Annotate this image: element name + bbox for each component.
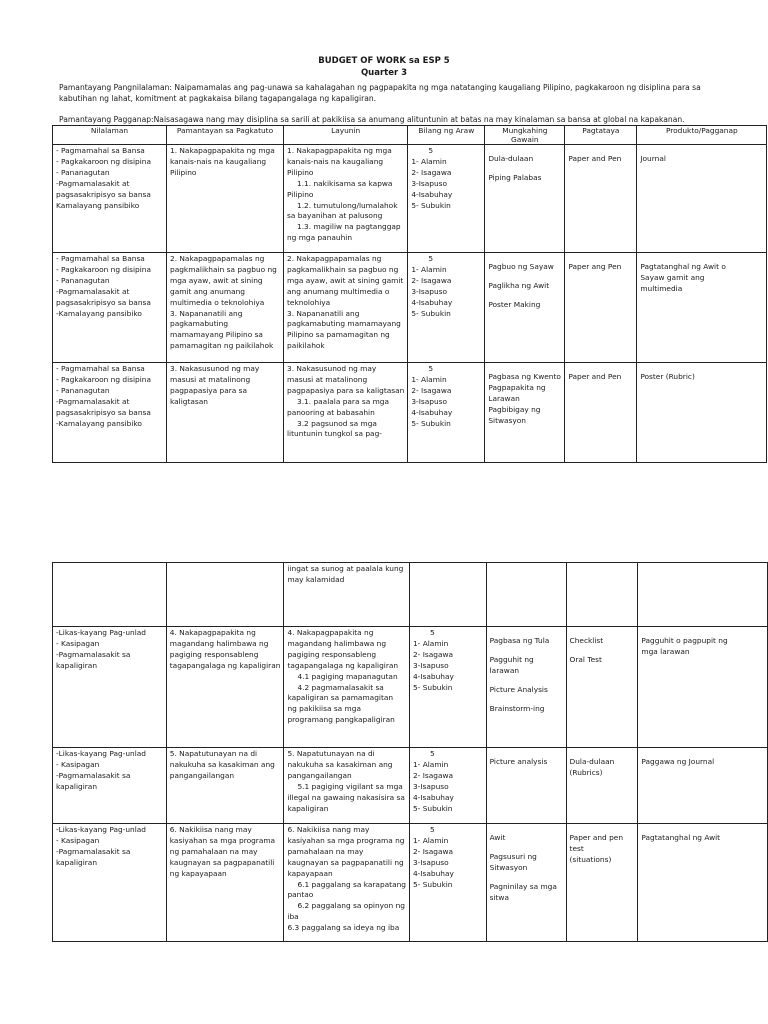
cell-line [568,364,633,372]
cell-line: panooring at babasahin [287,407,375,417]
cell-line: magandang halimbawa ng [287,638,387,648]
cell-line [490,647,563,655]
cell-line: 5 [428,146,434,155]
cell-line: 4-Isabuhay [411,189,453,199]
cell-line: gamit ang anumang [170,286,245,296]
table-row [53,145,767,253]
cell-line: Paper and Pen [568,154,622,163]
cell-line: pagpapasiya para sa [170,385,248,395]
cell-line: (Rubrics) [569,767,603,777]
cell-line: - Pagmamahal sa Bansa [56,254,145,263]
cell-line: iingat sa sunog at paalala kung [287,564,404,573]
cell-pagtataya [566,748,638,824]
cell-line: 5 [429,749,435,758]
cell-line: kapaligiran [287,803,329,813]
cell-line: kasiyahan sa mga programa [169,835,276,845]
budget-table-page-2 [52,562,768,942]
cell-line: 4. Nakapagpapakita ng [169,628,256,637]
cell-line: pagkamalikhain sa pagbuo ng [287,264,399,274]
cell-line: Pilipino [287,167,314,177]
cell-line: 1.2. tumutulong/lumalahok [297,200,398,210]
cell-line: - Pananagutan [56,167,110,177]
cell-pamantayan [166,563,284,627]
cell-line: - Kasipagan [56,638,100,648]
cell-line: kaugnayan sa pagpapanatili [169,857,275,867]
cell-line: -Pagmamalasakit sa [56,846,131,856]
cell-line: 6. Nakikiisa nang may [169,825,252,834]
cell-pagtataya [566,824,638,942]
cell-line: tagapangalaga ng kapaligiran [287,660,399,670]
cell-produkto [637,145,767,253]
table-row [53,748,768,824]
cell-produkto [638,563,768,627]
cell-gawain [485,363,565,463]
cell-line: 4.2 pagmamalasakit sa [297,682,384,692]
cell-pamantayan [166,748,284,824]
cell-line: Sitwasyon [488,415,526,425]
cell-line: kapaligiran [56,781,98,791]
cell-pamantayan [166,824,284,942]
cell-line: 2. Nakapagpapamalas ng [170,254,265,263]
cell-line: pamamagitan ng paikilahok [170,341,274,351]
cell-line: 3. Napananatili ang [287,308,360,318]
cell-line: Paggawa ng Journal [641,757,715,766]
cell-line: ng mga panauhin [287,233,353,243]
cell-line: 5- Subukin [411,308,451,318]
cell-line: 3-Isapuso [412,660,449,670]
cell-line: paikilahok [287,341,325,351]
cell-line: Pilipino [287,189,314,199]
cell-bilang [409,627,486,748]
cell-gawain [485,253,565,363]
cell-line: tagapangalaga ng kapaligiran [169,660,281,670]
table-row [53,363,767,463]
cell-bilang [408,253,485,363]
cell-line: 2. Nakapagpapamalas ng [287,254,382,263]
cell-line [488,165,561,173]
cell-line [570,647,635,655]
cell-line [568,254,633,262]
cell-line: Poster (Rubric) [640,372,695,381]
cell-line: 4.1 pagiging mapanagutan [297,671,398,681]
cell-line: 4-Isabuhay [411,407,453,417]
cell-line: Paper and Pen [568,372,622,381]
cell-line: 2- Isagawa [412,649,454,659]
cell-line [641,825,764,833]
cell-pagtataya [565,363,637,463]
cell-line: Pagbasa ng Tula [489,636,550,645]
cell-pagtataya [565,253,637,363]
cell-gawain [486,824,566,942]
cell-line [490,825,563,833]
cell-line: Pagninilay sa mga [489,881,557,891]
cell-line: 3-Isapuso [411,286,448,296]
cell-line: Brainstorm-ing [489,703,545,713]
cell-line: lituntunin tungkol sa pag- [287,429,382,439]
cell-line: -Likas-kayang Pag-unlad [56,749,146,758]
cell-line [640,364,763,372]
cell-line [488,146,561,154]
cell-line: masusi at matalinong [170,374,251,384]
cell-line: 5 [429,825,435,834]
cell-nilalaman [53,363,167,463]
cell-line: Paper ang Pen [568,262,622,271]
cell-line: - Pagkakaroon ng disipina [56,156,152,166]
cell-pagtataya [565,145,637,253]
table-header-row [53,126,767,145]
cell-pamantayan [166,627,284,748]
cell-layunin [284,145,408,253]
cell-line [488,273,561,281]
cell-line: pagkmalikhain sa pagbuo ng [170,264,277,274]
table-row [53,627,768,748]
cell-pagtataya [566,563,638,627]
cell-line: pagiging responsableng [169,649,259,659]
cell-line: Pagpapakita ng [488,382,546,392]
cell-line: Picture analysis [489,757,548,766]
cell-line [490,628,563,636]
cell-bilang [408,363,485,463]
cell-line: 4-Isabuhay [412,868,454,878]
cell-layunin [284,824,410,942]
cell-line: pagsasakripisyo sa bansa [56,189,151,199]
cell-nilalaman [53,145,167,253]
cell-line: nakukuha sa kasakiman ang [169,759,275,769]
cell-line: kaligtasan [170,396,208,406]
cell-line: 3.1. paalala para sa mga [297,396,390,406]
cell-pamantayan [167,145,284,253]
cell-line: -Kamalayang pansibiko [56,418,142,428]
cell-line: 3. Napananatili ang [170,308,243,318]
cell-line: pantao [287,890,314,900]
cell-layunin [284,748,410,824]
cell-line: sa bayanihan at palusong [287,211,383,221]
cell-line: 6.1 paggalang sa karapatang [297,879,406,889]
cell-line [641,749,764,757]
cell-line: Journal [640,154,666,163]
cell-line: kapayapaan [287,868,333,878]
cell-line: multimedia o teknolohiya [170,297,265,307]
cell-line: pagpapasiya para sa kaligtasan [287,385,405,395]
cell-line: pagkamabuting mamamayang [287,319,401,329]
cell-line: 1- Alamin [412,638,449,648]
cell-line: 6.3 paggalang sa ideya ng iba [287,923,400,933]
header-bilang: Bilang ng Araw [408,126,485,145]
cell-line: 6. Nakikiisa nang may [287,825,370,834]
cell-line: multimedia [640,283,683,293]
cell-line [488,254,561,262]
cell-line: pangangailangan [169,770,235,780]
cell-layunin [284,253,408,363]
pamantayang-pagganap: Pamantayang Pagganap:Naisasagawa nang may disiplina sa sarili at pakikiisa sa anumang alituntunin at batas na may kinalaman sa bansa at global na kapakanan. [59,115,685,124]
cell-line [490,844,563,852]
cell-line: 1- Alamin [411,374,447,384]
cell-line: 5- Subukin [412,879,453,889]
cell-line: kasiyahan sa mga programa ng [287,835,405,845]
cell-line: 4-Isabuhay [412,671,454,681]
cell-line: Checklist [569,636,604,645]
cell-line: kanais-nais na kaugaliang [287,156,384,166]
cell-line: 1- Alamin [411,156,447,166]
cell-line: Pilipino [170,167,197,177]
cell-line [488,364,561,372]
cell-line: -Pagmamalasakit sa [56,770,131,780]
cell-line: ng pamahalaan na may [169,846,258,856]
cell-line: Pagguhit o pagpupit ng [641,636,728,645]
cell-nilalaman [53,563,167,627]
cell-line: 5- Subukin [411,418,451,428]
cell-layunin [284,363,408,463]
cell-line: magandang halimbawa ng [169,638,269,648]
cell-line: pamahalaan na may [287,846,364,856]
cell-line: Piping Palabas [488,172,542,182]
cell-line: pagsasakripisyo sa bansa [56,407,151,417]
cell-line: Kamalayang pansibiko [56,200,140,210]
cell-line: -Likas-kayang Pag-unlad [56,825,146,834]
cell-bilang [409,563,486,627]
cell-line: Awit [489,833,506,842]
cell-line: nakukuha sa kasakiman ang [287,759,393,769]
cell-line: test [569,843,584,853]
cell-line: kapaligiran sa pamamagitan [287,693,394,703]
cell-line: kaugnayan sa pagpapanatili ng [287,857,404,867]
cell-line: 3. Nakasusunod ng may [287,364,377,373]
cell-line: 5 [429,628,435,637]
cell-line: - Pananagutan [56,275,110,285]
table-row [53,253,767,363]
cell-layunin [284,627,410,748]
cell-nilalaman [53,748,167,824]
cell-line: - Pananagutan [56,385,110,395]
cell-line [568,146,633,154]
cell-line: -Pagmamalasakit sa [56,649,131,659]
cell-pamantayan [167,363,284,463]
cell-line: mga ayaw, awit at sining gamit [287,275,404,285]
cell-pamantayan [167,253,284,363]
cell-line: 5. Napatutunayan na di [287,749,375,758]
cell-line: iba [287,912,299,922]
cell-line: mga larawan [641,646,690,656]
cell-line: Sayaw gamit ang [640,272,705,282]
cell-line: 1. Nakapagpapakita ng mga [170,146,275,155]
cell-line: Pagtatanghal ng Awit [641,833,721,842]
cell-line: 3-Isapuso [411,178,448,188]
cell-line: 3. Nakasusunod ng may [170,364,260,373]
cell-line: 3.2 pagsunod sa mga [297,418,377,428]
cell-line: Paglikha ng Awit [488,280,550,290]
cell-line: 3-Isapuso [412,857,449,867]
cell-line: Pagbibigay ng [488,404,541,414]
cell-line: -Likas-kayang Pag-unlad [56,628,146,637]
cell-produkto [638,824,768,942]
cell-line: (situations) [569,854,612,864]
cell-line [490,749,563,757]
pamantayang-pangnilalaman: Pamantayang Pangnilalaman: Naipamamalas ang pag-unawa sa kahalagahan ng pagpapakita ng mga natatanging kaugaliang Pilipino, pagkakaroon ng disiplina para sa kabutihan ng lahat, komitment at pagkakaisa bilang tagapangalaga ng kapaligiran. [59,83,701,103]
cell-line: Pagbasa ng Kwento [488,372,561,381]
cell-line: sitwa [489,892,510,902]
cell-line: 5. Napatutunayan na di [169,749,258,758]
cell-line: 1- Alamin [411,264,447,274]
cell-line: Pagbuo ng Sayaw [488,262,554,271]
header-layunin: Layunin [284,126,408,145]
cell-line: 1- Alamin [412,835,449,845]
cell-bilang [409,824,486,942]
cell-bilang [408,145,485,253]
cell-nilalaman [53,627,167,748]
cell-line: 6.2 paggalang sa opinyon ng [297,901,405,911]
cell-line: -Kamalayang pansibiko [56,308,142,318]
cell-line: Pilipino sa pamamagitan ng [287,330,390,340]
cell-line: 2- Isagawa [412,846,454,856]
table-row [53,563,768,627]
cell-line: Poster Making [488,299,541,309]
cell-line: 1- Alamin [412,759,449,769]
cell-line: 1.1. nakikisama sa kapwa [297,178,393,188]
cell-line: - Pagmamahal sa Bansa [56,146,145,155]
budget-table-page-1 [52,125,767,463]
cell-line [570,749,635,757]
cell-pagtataya [566,627,638,748]
quarter-label: Quarter 3 [360,68,408,78]
cell-line: 4. Nakapagpapakita ng [287,628,374,637]
document-title: BUDGET OF WORK sa ESP 5 [318,56,450,66]
cell-line: -Pagmamalasakit at [56,396,130,406]
cell-line: kapaligiran [56,660,98,670]
cell-gawain [485,145,565,253]
cell-line: 5- Subukin [411,200,451,210]
cell-line: - Pagkakaroon ng disipina [56,374,152,384]
header-pagtataya: Pagtataya [565,126,637,145]
cell-line: ng kapayapaan [169,868,227,878]
cell-produkto [638,627,768,748]
cell-line: may kalamidad [287,574,345,584]
cell-line: - Pagkakaroon ng disipina [56,264,152,274]
cell-line: Larawan [488,393,520,403]
cell-line: -Pagmamalasakit at [56,178,130,188]
cell-line [490,874,563,882]
cell-line [488,292,561,300]
cell-produkto [637,363,767,463]
cell-line: 5- Subukin [412,682,453,692]
cell-line: pagsasakripisyo sa bansa [56,297,151,307]
cell-line: 2- Isagawa [411,167,452,177]
cell-nilalaman [53,253,167,363]
cell-line: 1.3. magiliw na pagtanggap [297,222,401,232]
cell-line: pangangailangan [287,770,352,780]
cell-line: 5.1 pagiging vigilant sa mga [297,781,403,791]
cell-line: pagkamabuting [170,319,229,329]
cell-gawain [486,563,566,627]
cell-line [570,825,635,833]
cell-line [570,628,635,636]
cell-line [641,628,764,636]
header-produkto: Produkto/Pagganap [637,126,767,145]
cell-line: kanais-nais na kaugaliang [170,156,267,166]
cell-line [640,146,763,154]
cell-line [490,677,563,685]
cell-gawain [486,627,566,748]
cell-line: programang pangkapaligiran [287,715,395,725]
cell-line: masusi at matalinong [287,374,368,384]
cell-line: Pagguhit ng [489,654,534,664]
table-body-2 [53,563,768,942]
cell-line: 5 [428,254,434,263]
cell-line: 2- Isagawa [412,770,454,780]
cell-line: Paper and pen [569,833,624,842]
cell-line: 5 [428,364,434,373]
cell-line: - Kasipagan [56,759,100,769]
cell-line: ang anumang multimedia o [287,286,390,296]
cell-line: 1. Nakapagpapakita ng mga [287,146,392,155]
header-gawain: Mungkahing Gawain [485,126,565,145]
cell-produkto [637,253,767,363]
cell-layunin [284,563,410,627]
header-nilalaman: Nilalaman [53,126,167,145]
cell-line: Dula-dulaan [488,154,534,163]
cell-line: mga ayaw, awit at sining [170,275,263,285]
cell-gawain [486,748,566,824]
cell-line: pagiging responsableng [287,649,377,659]
cell-line: larawan [489,665,520,675]
cell-line [490,696,563,704]
cell-line: 5- Subukin [412,803,453,813]
cell-line: kapaligiran [56,857,98,867]
cell-line: - Pagmamahal sa Bansa [56,364,145,373]
cell-bilang [409,748,486,824]
cell-line: Oral Test [569,654,602,664]
cell-line: Sitwasyon [489,862,528,872]
cell-line: 2- Isagawa [411,275,452,285]
cell-line: teknolohiya [287,297,331,307]
table-body-1 [53,145,767,463]
cell-line: 3-Isapuso [411,396,448,406]
cell-line: Dula-dulaan [569,757,615,766]
cell-line: mamamayang Pilipino sa [170,330,263,340]
cell-line: 2- Isagawa [411,385,452,395]
cell-line: Picture Analysis [489,684,548,694]
cell-produkto [638,748,768,824]
cell-line: 3-Isapuso [412,781,449,791]
cell-line: illegal na gawaing nakasisira sa [287,792,405,802]
cell-line: 4-Isabuhay [412,792,454,802]
cell-line: ng pakikiisa sa mga [287,704,361,714]
cell-line: -Pagmamalasakit at [56,286,130,296]
cell-line: Pagsusuri ng [489,851,537,861]
cell-line [640,254,763,262]
cell-nilalaman [53,824,167,942]
cell-line: Pagtatanghal ng Awit o [640,262,726,271]
cell-line: 4-Isabuhay [411,297,453,307]
cell-line: - Kasipagan [56,835,100,845]
table-row [53,824,768,942]
header-pamantayan: Pamantayan sa Pagkatuto [167,126,284,145]
